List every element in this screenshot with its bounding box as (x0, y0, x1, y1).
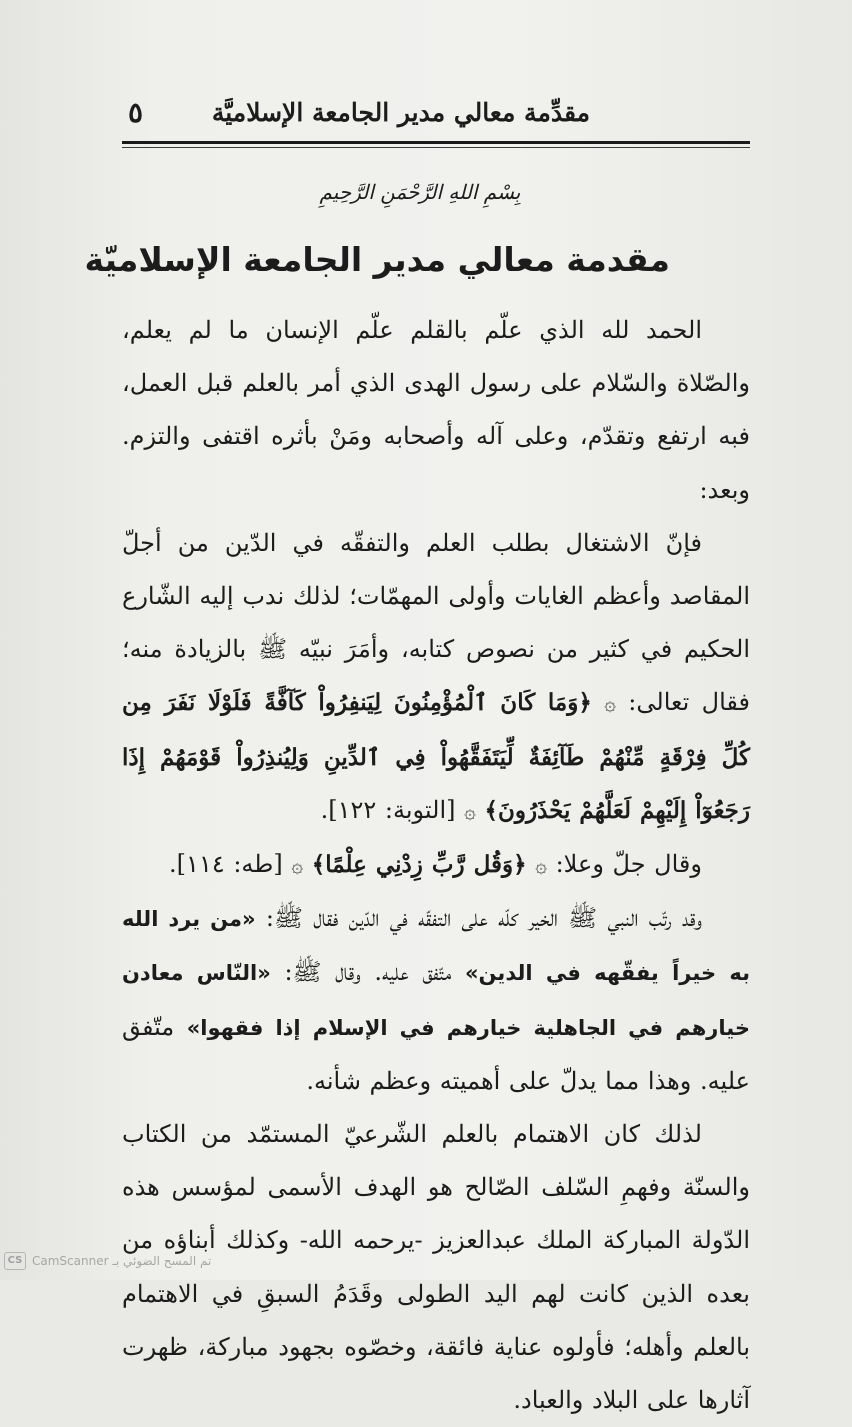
quran-ornament-close-2: ۞ (291, 853, 304, 878)
scanner-watermark (4, 1252, 211, 1270)
paragraph-2 (122, 517, 750, 838)
paragraph-5: لذلك كان الاهتمام بالعلم الشّرعيّ المستمّد من الكتاب والسنّة وفهمِ السّلف الصّالح هو الهدف الأسمى لمؤسس هذه الدّولة المباركة الملك عبدالعزيز -يرحمه الله- وكذلك أبناؤه من بعده الذين كانت لهم اليد الطولى وقَدَمُ السبقِ في الاهتمام بالعلم وأهله؛ فأولوه عناية فائقة، وخصّوه بجهود مباركة، ظهرت آثارها على البلاد والعباد. (122, 1120, 750, 1415)
page-number: ٥ (128, 96, 144, 129)
paragraph-2-text: فإنّ الاشتغال بطلب العلم والتفقّه في الدّين من أجلّ المقاصد وأعظم الغايات وأولى المهمّات؛ لذلك ندب إليه الشّارع الحكيم في كثير من نصوص كتابه، وأمَرَ نبيّه ﷺ بالزيادة منه؛ فقال تعالى: (122, 528, 750, 717)
paragraph-4-text-c: متّفق عليه. وهذا مما يدلّ على أهميته وعظم شأنه. (122, 1012, 750, 1095)
paragraph-4 (122, 892, 750, 1108)
quran-ornament-open: ۞ (604, 691, 616, 716)
page-title: مقدمة معالي مدير الجامعة الإسلاميّة (84, 240, 670, 279)
running-header (122, 98, 750, 138)
quran-ornament-open-2: ۞ (535, 853, 547, 878)
basmala: بِسْمِ اللهِ الرَّحْمَنِ الرَّحِيمِ (319, 180, 521, 204)
hadith-2: «النّاس معادن خيارهم في الجاهلية خيارهم في الإسلام إذا فقهوا» (122, 961, 750, 1040)
quran-reference-tawbah: [التوبة: ١٢٢]. (320, 795, 456, 824)
hadith-1: «من يرد الله به خيراً يفقّهه في الدين» (122, 907, 750, 986)
quran-verse-taha: ﴿وَقُل رَّبِّ زِدْنِي عِلْمًا﴾ (311, 851, 527, 879)
body-text (122, 304, 750, 1427)
header-title: مقدِّمة معالي مدير الجامعة الإسلاميَّة (211, 98, 590, 127)
watermark-text: تم المسح الضوئي بـ CamScanner (32, 1254, 212, 1268)
paragraph-3-text: وقال جلّ وعلا: (555, 850, 702, 879)
header-rule-thin (122, 147, 750, 148)
quran-verse-tawbah: ﴿وَمَا كَانَ ٱلْمُؤْمِنُونَ لِيَنفِرُواْ كَآفَّةً فَلَوْلَا نَفَرَ مِن كُلِّ فِرْقَةٍ مِّنْهُمْ طَآئِفَةٌ لِّيَتَفَقَّهُواْ فِي ٱلدِّينِ وَلِيُنذِرُواْ قَوْمَهُمْ إِذَا رَجَعُوٓاْ إِلَيْهِمْ لَعَلَّهُمْ يَحْذَرُونَ﴾ (122, 689, 750, 824)
paragraph-3 (122, 838, 750, 892)
paragraph-4-text-b: متّفق عليه. وقال ﷺ: (284, 958, 452, 987)
quran-ornament-close: ۞ (464, 798, 476, 823)
camscanner-logo-icon: CS (4, 1252, 26, 1270)
paragraph-1: الحمد لله الذي علّم بالقلم علّم الإنسان ما لم يعلم، والصّلاة والسّلام على رسول الهدى الذي أمر بالعلم قبل العمل، فبه ارتفع وتقدّم، وعلى آله وأصحابه ومَنْ بأثره اقتفى والتزم. وبعد: (122, 316, 750, 504)
quran-reference-taha: [طه: ١١٤]. (169, 850, 283, 879)
paragraph-4-text-a: وقد رتّب النبي ﷺ الخير كلّه على التفقّه في الدّين فقال ﷺ: (265, 904, 702, 933)
header-rule-thick (122, 141, 750, 144)
